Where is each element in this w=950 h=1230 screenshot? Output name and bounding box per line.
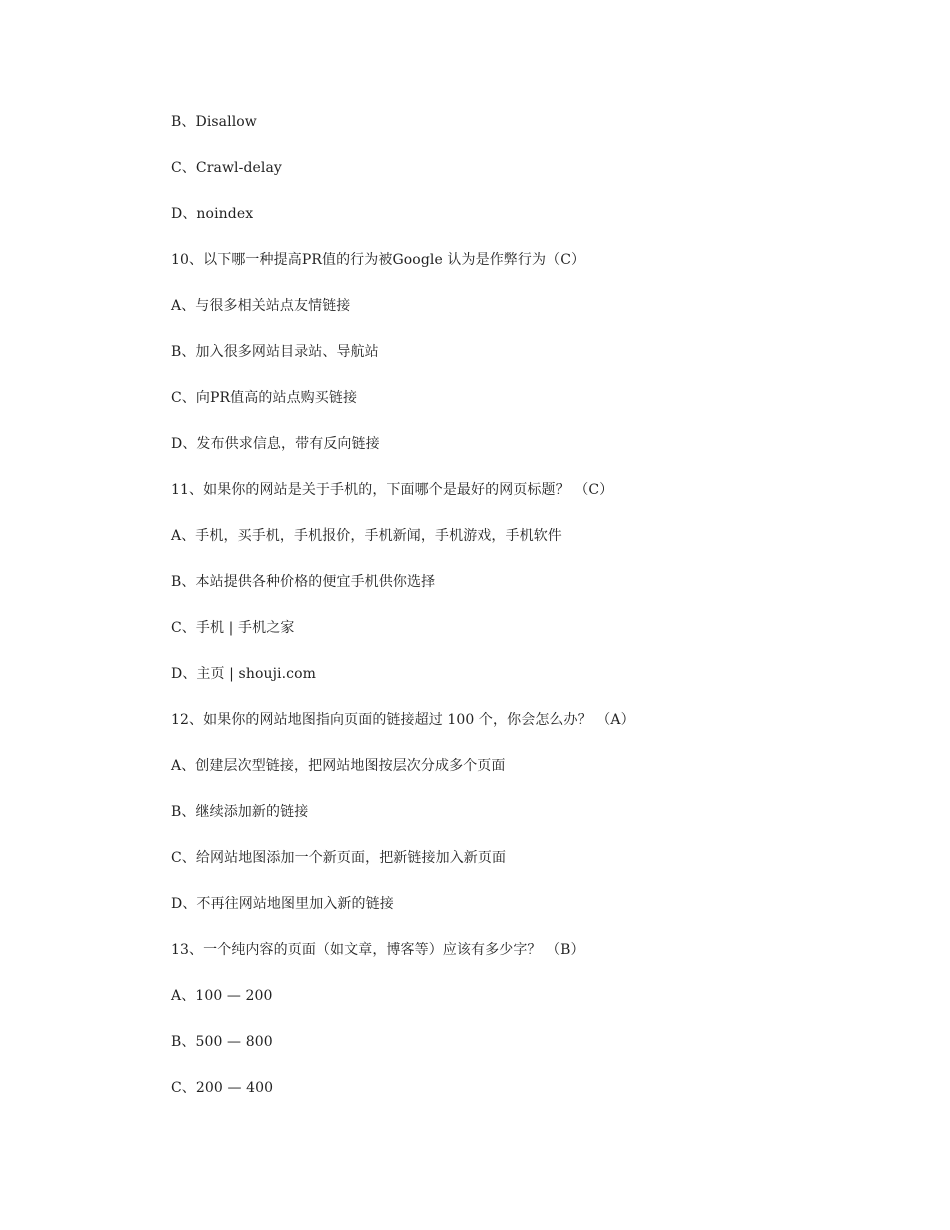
question-10-option-c: C、向PR值高的站点购买链接 (171, 390, 358, 406)
question-11-option-a: A、手机，买手机，手机报价，手机新闻，手机游戏，手机软件 (171, 528, 562, 544)
question-10: 10、以下哪一种提高PR值的行为被Google 认为是作弊行为（C） (171, 252, 586, 268)
option-c-crawl-delay: C、Crawl-delay (171, 160, 282, 176)
question-13: 13、一个纯内容的页面（如文章，博客等）应该有多少字？ （B） (171, 942, 585, 958)
question-12-option-a: A、创建层次型链接，把网站地图按层次分成多个页面 (171, 758, 506, 774)
question-10-option-d: D、发布供求信息，带有反向链接 (171, 436, 380, 452)
question-13-option-b: B、500 — 800 (171, 1034, 273, 1050)
question-10-option-a: A、与很多相关站点友情链接 (171, 298, 351, 314)
question-10-option-b: B、加入很多网站目录站、导航站 (171, 344, 379, 360)
question-12-option-d: D、不再往网站地图里加入新的链接 (171, 896, 394, 912)
option-d-noindex: D、noindex (171, 206, 254, 222)
question-11-option-b: B、本站提供各种价格的便宜手机供你选择 (171, 574, 436, 590)
question-12: 12、如果你的网站地图指向页面的链接超过 100 个，你会怎么办？ （A） (171, 712, 635, 728)
option-b-disallow: B、Disallow (171, 114, 257, 130)
question-12-option-c: C、给网站地图添加一个新页面，把新链接加入新页面 (171, 850, 507, 866)
question-11-option-c: C、手机 | 手机之家 (171, 620, 295, 636)
question-13-option-a: A、100 — 200 (171, 988, 273, 1004)
question-11-option-d: D、主页 | shouji.com (171, 666, 317, 682)
question-12-option-b: B、继续添加新的链接 (171, 804, 309, 820)
question-13-option-c: C、200 — 400 (171, 1080, 274, 1096)
question-11: 11、如果你的网站是关于手机的，下面哪个是最好的网页标题？ （C） (171, 482, 614, 498)
